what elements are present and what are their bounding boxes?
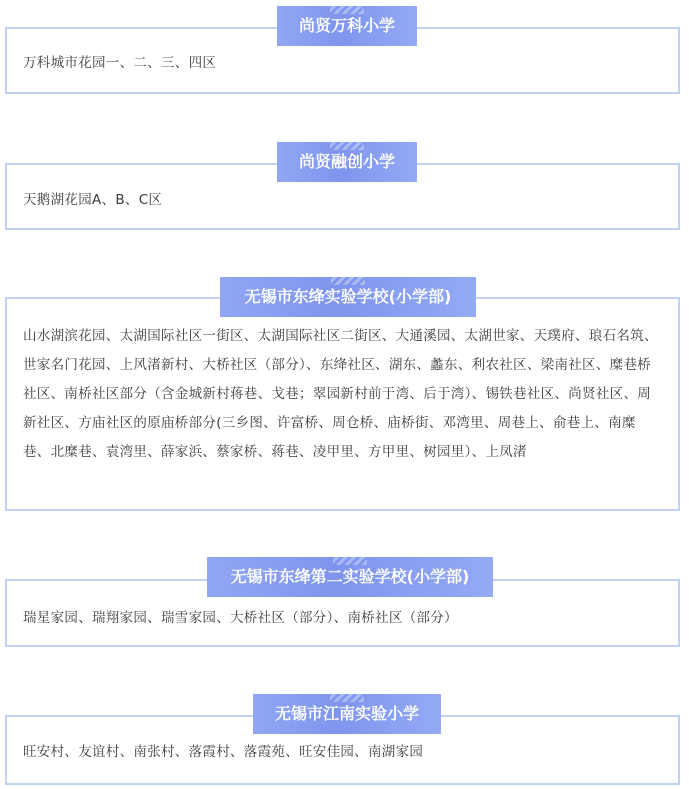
school-section-4: [5, 557, 680, 649]
school-areas-box: [5, 297, 680, 511]
school-areas-text: 旺安村、友谊村、南张村、落霞村、落霞苑、旺安佳园、南湖家园: [23, 744, 424, 760]
school-title: 无锡市东绛第二实验学校(小学部): [207, 557, 493, 597]
school-areas-text: 山水湖滨花园、太湖国际社区一街区、太湖国际社区二街区、大通溪园、太湖世家、天璞府、琅石名筑、世家名门花园、上风渚新村、大桥社区（部分）、东绛社区、湖东、蠡东、利农社区、梁南社区、糜巷桥社区、南桥社区部分（含金城新村蒋巷、戈巷；翠园新村前于湾、后于湾）、锡铁巷社区、尚贤社区、周新社区、方庙社区的原庙桥部分(三乡图、许富桥、周仓桥、庙桥街、邓湾里、周巷上、俞巷上、南糜巷、北糜巷、袁湾里、薛家浜、蔡家桥、蒋巷、凌甲里、方甲里、树园里）、上凤渚: [23, 328, 658, 460]
school-section-2: [5, 140, 680, 232]
school-section-3: [5, 277, 680, 513]
school-areas-text: 瑞星家园、瑞翔家园、瑞雪家园、大桥社区（部分）、南桥社区（部分）: [23, 610, 458, 626]
school-title: 尚贤融创小学: [277, 142, 417, 182]
school-section-5: [5, 694, 680, 788]
school-title: 无锡市江南实验小学: [253, 694, 441, 734]
school-title: 尚贤万科小学: [277, 6, 417, 46]
school-areas-text: 万科城市花园一、二、三、四区: [23, 55, 217, 71]
school-areas-text: 天鹅湖花园A、B、C区: [23, 192, 163, 208]
school-section-1: [5, 0, 680, 96]
school-title: 无锡市东绛实验学校(小学部): [220, 277, 476, 317]
